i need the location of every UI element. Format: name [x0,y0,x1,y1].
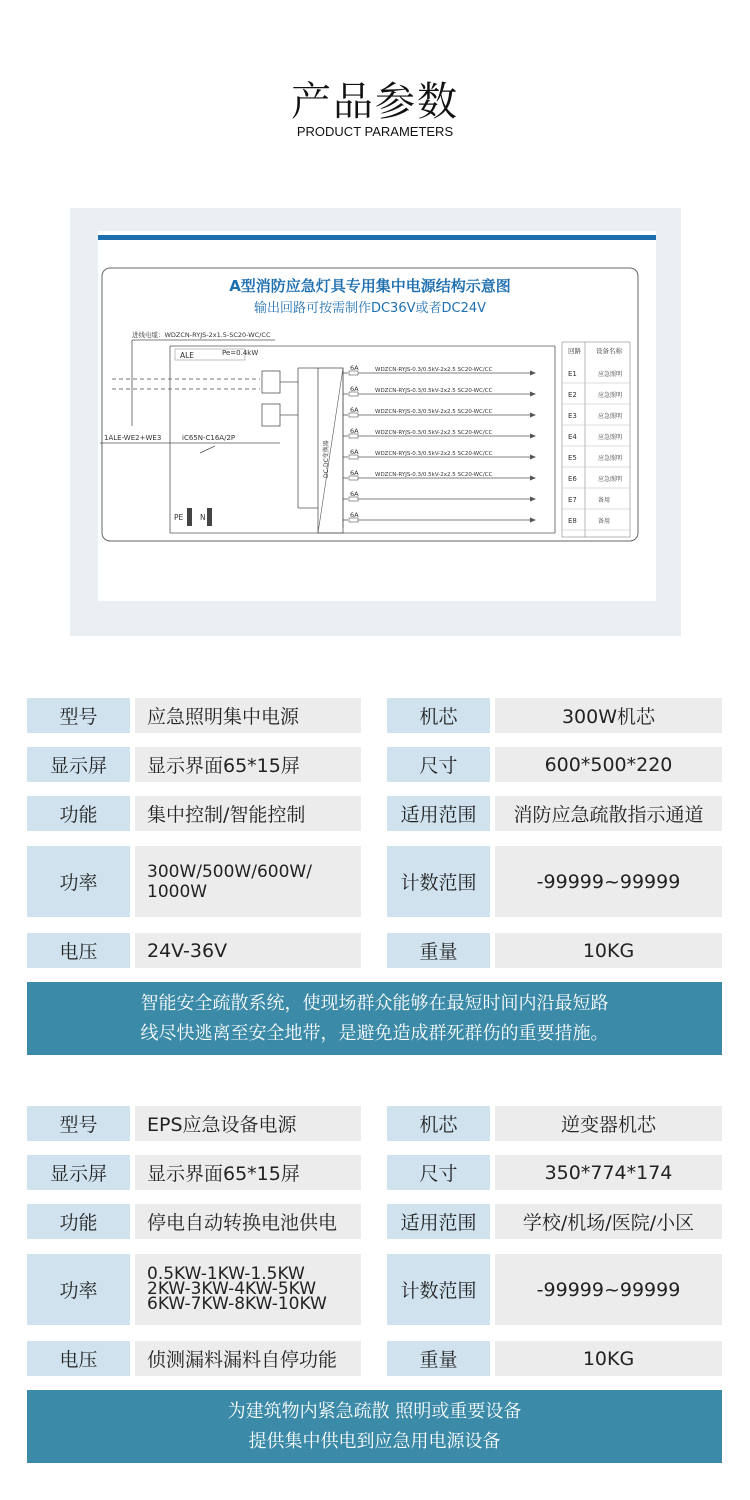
p1-scope-value: 消防应急疏散指示通道 [495,796,722,831]
circuit-label: E1 [568,370,577,378]
p2-model-value: EPS应急设备电源 [135,1106,361,1141]
p1-voltage-label: 电压 [27,933,130,968]
output-cable-label: WDZCN-RYJS-0.3/0.5kV-2x2.5 SC20-WC/CC [375,451,493,457]
fuse-label: 6A [350,469,359,477]
p1-count-label: 计数范围 [387,846,490,917]
p2-power-value [135,1254,361,1325]
circuit-header: 回路 [568,347,581,355]
p2-function-label: 功能 [27,1204,130,1239]
fuse-label: 6A [350,385,359,393]
p1-weight-label: 重量 [387,933,490,968]
circuit-label: E6 [568,475,577,483]
banner-line: 为建筑物内紧急疏散 照明或重要设备 [227,1400,522,1422]
device-label: 备用 [598,497,611,504]
device-label: 应急照明 [598,371,623,378]
p2-power-label: 功率 [27,1254,130,1325]
p2-weight-value: 10KG [495,1341,722,1376]
output-cable-label: WDZCN-RYJS-0.3/0.5kV-2x2.5 SC20-WC/CC [375,472,493,478]
p1-core-value: 300W机芯 [495,698,722,733]
pe-power-label: Pe=0.4kW [222,349,259,357]
p2-screen-label: 显示屏 [27,1155,130,1190]
diagram-top-rule [98,235,656,240]
p2-power-line: 0.5KW-1KW-1.5KW [147,1264,305,1284]
p2-screen-value: 显示界面65*15屏 [135,1155,361,1190]
output-cable-label: WDZCN-RYJS-0.3/0.5kV-2x2.5 SC20-WC/CC [375,388,493,394]
p1-voltage-value: 24V-36V [135,933,361,968]
device-label: 应急照明 [598,413,623,420]
p1-model-value: 应急照明集中电源 [135,698,361,733]
p2-function-value: 停电自动转换电池供电 [135,1204,361,1239]
p1-power-value [135,846,361,917]
device-label: 应急照明 [598,434,623,441]
cable-in-label: 进线电缆：WDZCN-RYJS-2x1.5-SC20-WC/CC [132,331,271,339]
circuit-label: E8 [568,517,577,525]
fuse-label: 6A [350,406,359,414]
p2-count-value: -99999~99999 [495,1254,722,1325]
converter-label: DC-DC变换器 [323,440,330,478]
p1-model-label: 型号 [27,698,130,733]
p1-count-value: -99999~99999 [495,846,722,917]
circuit-label: E7 [568,496,577,504]
circuit-label: E4 [568,433,577,441]
banner-line: 智能安全疏散系统，使现场群众能够在最短时间内沿最短路 [140,992,609,1014]
device-label: 应急照明 [598,392,623,399]
source-line-label: 1ALE-WE2+WE3 [104,434,162,442]
circuit-label: E3 [568,412,577,420]
p2-size-label: 尺寸 [387,1155,490,1190]
page-subtitle: PRODUCT PARAMETERS [296,124,454,139]
p1-power-label: 功率 [27,846,130,917]
device-label: 应急照明 [598,455,623,462]
device-label: 应急照明 [598,476,623,483]
n-label: N [200,513,206,522]
p2-power-line: 6KW-7KW-8KW-10KW [147,1294,327,1314]
p1-size-value: 600*500*220 [495,747,722,782]
p2-power-line: 2KW-3KW-4KW-5KW [147,1279,317,1299]
p2-scope-value: 学校/机场/医院/小区 [495,1204,722,1239]
ale-label: ALE [180,351,195,360]
circuit-label: E2 [568,391,577,399]
fuse-label: 6A [350,490,359,498]
circuit-label: E5 [568,454,577,462]
p2-model-label: 型号 [27,1106,130,1141]
diagram-title: A型消防应急灯具专用集中电源结构示意图 [229,277,511,295]
p1-screen-label: 显示屏 [27,747,130,782]
p1-screen-value: 显示界面65*15屏 [135,747,361,782]
device-header: 设备名称 [596,347,622,355]
p2-scope-label: 适用范围 [387,1204,490,1239]
p1-description-banner [27,982,722,1055]
p2-description-banner [27,1390,722,1463]
diagram-subtitle: 输出回路可按需制作DC36V或者DC24V [253,301,487,316]
p1-scope-label: 适用范围 [387,796,490,831]
p2-core-label: 机芯 [387,1106,490,1141]
p2-size-value: 350*774*174 [495,1155,722,1190]
output-cable-label: WDZCN-RYJS-0.3/0.5kV-2x2.5 SC20-WC/CC [375,409,493,415]
fuse-label: 6A [350,364,359,372]
p1-function-value: 集中控制/智能控制 [135,796,361,831]
p2-core-value: 逆变器机芯 [495,1106,722,1141]
fuse-label: 6A [350,448,359,456]
output-cable-label: WDZCN-RYJS-0.3/0.5kV-2x2.5 SC20-WC/CC [375,430,493,436]
page-title: 产品参数 [291,79,459,125]
p1-weight-value: 10KG [495,933,722,968]
p2-weight-label: 重量 [387,1341,490,1376]
fuse-label: 6A [350,511,359,519]
banner-line: 提供集中供电到应急用电源设备 [248,1430,501,1452]
fuse-label: 6A [350,427,359,435]
p1-power-line: 1000W [147,881,208,902]
pe-label: PE [174,513,184,522]
breaker-label: iC65N-C16A/2P [182,434,236,442]
output-cable-label: WDZCN-RYJS-0.3/0.5kV-2x2.5 SC20-WC/CC [375,367,493,373]
p1-power-line: 300W/500W/600W/ [147,861,312,882]
p1-core-label: 机芯 [387,698,490,733]
p2-count-label: 计数范围 [387,1254,490,1325]
device-label: 备用 [598,518,611,525]
banner-line: 线尽快逃离至安全地带，是避免造成群死群伤的重要措施。 [140,1022,609,1044]
p1-function-label: 功能 [27,796,130,831]
p1-size-label: 尺寸 [387,747,490,782]
p2-voltage-label: 电压 [27,1341,130,1376]
p2-voltage-value: 侦测漏料漏料自停功能 [135,1341,361,1376]
structure-diagram [70,208,681,636]
